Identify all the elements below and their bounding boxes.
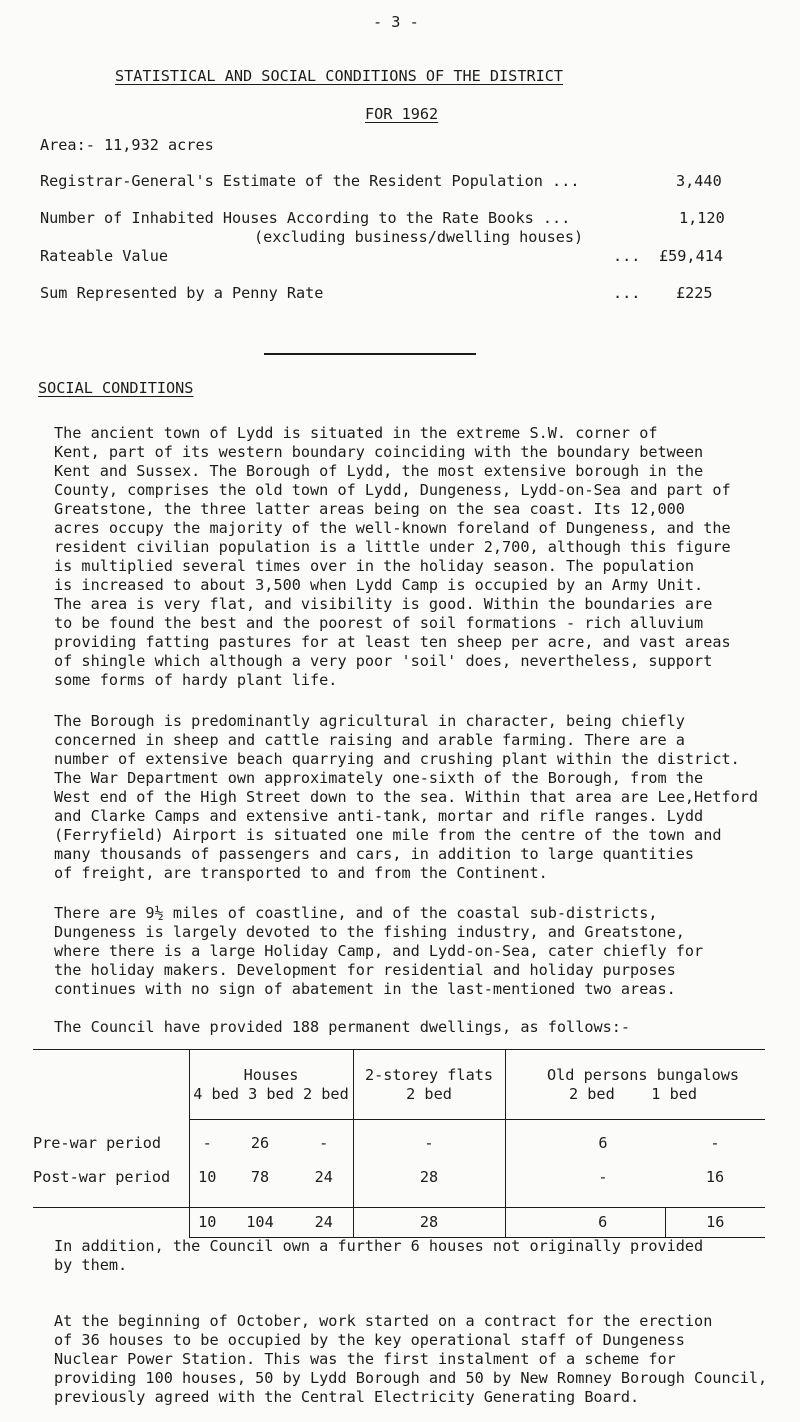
paragraph-agriculture: The Borough is predominantly agricultural in character, being chiefly concerned in sheep and cattle raising and arable farming. There are a number of extensive beach quarrying and crushing plant within the district. The War Department own approximately one-sixth of the Borough, from the West end of the High Street down to the sea. Within that area are Lee,Hetford and Clarke Camps and extensive anti-tank, mortar and rifle ranges. Lydd (Ferryfield) Airport is situated one mile from the centre of the town and many thousands of passengers and cars, in addition to large quantities of freight, are transported to and from the Continent. (54, 712, 759, 882)
cell-3bed: 26 (250, 1134, 270, 1153)
cell-flats: - (353, 1120, 505, 1168)
population-label: Registrar-General's Estimate of the Resident Population ... (40, 172, 580, 190)
total-3bed: 104 (225, 1208, 295, 1238)
paragraph-dwellings-intro: The Council have provided 188 permanent dwellings, as follows:- (54, 1018, 631, 1036)
population-value: 3,440 (676, 172, 722, 190)
document-heading: STATISTICAL AND SOCIAL CONDITIONS OF THE DISTRICT (115, 67, 564, 85)
header-bungalows: Old persons bungalows 2 bed 1 bed (541, 1050, 765, 1120)
table-totals-row (33, 1208, 765, 1238)
cell-4bed: 10 (198, 1167, 217, 1186)
cell-bungalow-2bed: 6 (598, 1134, 608, 1153)
paragraph-coastline: There are 9½ miles of coastline, and of the coastal sub-districts, Dungeness is largely devoted to the fishing industry, and Greatstone, where there is a large Holiday Camp, and Lydd-on-Sea, cater chiefly for the holiday makers. Development for residential and holiday purposes continues with no sign of abatement in the last-mentioned two areas. (54, 904, 704, 998)
housing-table (33, 1049, 765, 1238)
cell-flats: 28 (353, 1168, 505, 1208)
cell-bungalow-1bed: 16 (705, 1167, 725, 1186)
document-subheading: FOR 1962 (365, 105, 439, 123)
section-divider (264, 353, 476, 355)
penny-rate-value: £225 (676, 284, 713, 302)
total-2bed: 24 (295, 1208, 353, 1238)
table-row (33, 1168, 765, 1208)
table-row (33, 1120, 765, 1168)
houses-note: (excluding business/dwelling houses) (254, 228, 584, 246)
rateable-value: £59,414 (659, 247, 724, 265)
row-label: Post-war period (33, 1168, 189, 1208)
header-houses: Houses 4 bed 3 bed 2 bed (189, 1050, 353, 1120)
section-title: SOCIAL CONDITIONS (38, 379, 194, 397)
header-empty-cell (33, 1050, 189, 1120)
total-bungalow-2bed: 6 (541, 1208, 665, 1238)
total-4bed: 10 (189, 1208, 225, 1238)
rateable-label: Rateable Value (40, 247, 169, 265)
cell-bungalow-2bed: - (598, 1167, 608, 1186)
paragraph-location: The ancient town of Lydd is situated in the extreme S.W. corner of Kent, part of its western boundary coinciding with the boundary between Kent and Sussex. The Borough of Lydd, the most extensive borough in the County, comprises the old town of Lydd, Dungeness, Lydd-on-Sea and part of Greatstone, the three latter areas being on the sea coast. Its 12,000 acres occupy the majority of the well-known foreland of Dungeness, and the resident civilian population is a little under 2,700, although this figure is multiplied several times over in the holiday season. The population is increased to about 3,500 when Lydd Camp is occupied by an Army Unit. The area is very flat, and visibility is good. Within the boundaries are to be found the best and the poorest of soil formations - rich alluvium providing fatting pastures for at least ten sheep per acre, and vast areas of shingle which although a very poor 'soil' does, nevertheless, support some forms of hardy plant life. (54, 424, 731, 689)
paragraph-nuclear-housing: At the beginning of October, work started on a contract for the erection of 36 houses to be occupied by the key operational staff of Dungeness Nuclear Power Station. This was the first instalment of a scheme for providing 100 houses, 50 by Lydd Borough and 50 by New Romney Borough Council, previously agreed with the Central Electricity Generating Board. (54, 1312, 768, 1406)
houses-label: Number of Inhabited Houses According to the Rate Books ... (40, 209, 571, 227)
paragraph-additional-houses: In addition, the Council own a further 6 houses not originally provided by them. (54, 1237, 704, 1274)
penny-rate-dots: ... (613, 284, 641, 302)
header-gap-cell (505, 1050, 541, 1120)
page-number: - 3 - (373, 13, 419, 31)
area-line: Area:- 11,932 acres (40, 136, 214, 154)
total-flats: 28 (353, 1208, 505, 1238)
rateable-dots: ... (613, 247, 641, 265)
houses-value: 1,120 (679, 209, 725, 227)
total-bungalow-1bed: 16 (665, 1208, 765, 1238)
cell-3bed: 78 (250, 1167, 270, 1186)
cell-4bed: - (202, 1134, 212, 1153)
header-flats: 2-storey flats 2 bed (353, 1050, 505, 1120)
cell-2bed: 24 (295, 1168, 353, 1208)
table-header-row (33, 1050, 765, 1120)
cell-2bed: - (295, 1120, 353, 1168)
penny-rate-label: Sum Represented by a Penny Rate (40, 284, 324, 302)
cell-bungalow-1bed: - (710, 1134, 720, 1153)
row-label: Pre-war period (33, 1120, 189, 1168)
